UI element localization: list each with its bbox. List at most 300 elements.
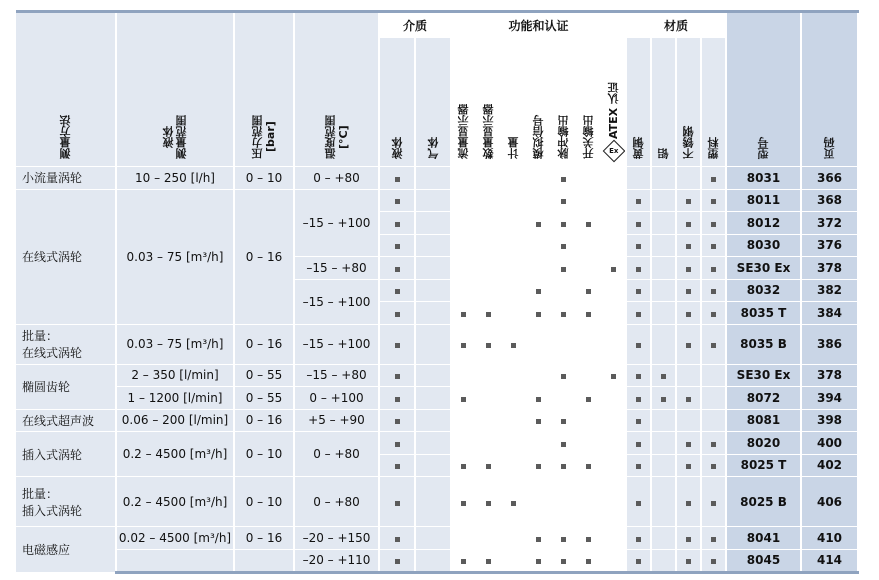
cell-metering — [501, 189, 526, 212]
cell-atex — [601, 302, 626, 325]
table-row — [16, 409, 858, 432]
cell-analog — [526, 387, 551, 410]
cell-plastic — [701, 364, 726, 387]
check-mark-icon — [561, 419, 566, 424]
header-model-label: 型号 — [757, 137, 770, 159]
cell-plastic — [701, 234, 726, 257]
check-mark-icon — [686, 464, 691, 469]
cell-gas — [415, 234, 451, 257]
cell-model: 8032 — [726, 279, 801, 302]
col-pulse — [551, 38, 576, 167]
cell-liquid — [379, 549, 415, 573]
cell-analog — [526, 409, 551, 432]
cell-count-display — [476, 279, 501, 302]
cell-flow-display — [451, 212, 476, 235]
check-mark-icon — [686, 537, 691, 542]
cell-gas — [415, 189, 451, 212]
cell-model: 8081 — [726, 409, 801, 432]
check-mark-icon — [561, 177, 566, 182]
check-mark-icon — [586, 537, 591, 542]
cell-aluminium — [651, 549, 676, 573]
cell-aluminium — [651, 477, 676, 527]
check-mark-icon — [686, 312, 691, 317]
cell-analog — [526, 234, 551, 257]
cell-range: 10 – 250 [l/h] — [116, 167, 234, 190]
cell-flow-display — [451, 257, 476, 280]
cell-count-display — [476, 549, 501, 573]
col-switch — [576, 38, 601, 167]
cell-model: 8020 — [726, 432, 801, 455]
check-mark-icon — [636, 501, 641, 506]
cell-pulse — [551, 409, 576, 432]
cell-gas — [415, 364, 451, 387]
cell-temp: 0 – +80 — [294, 432, 379, 477]
cell-plastic — [701, 279, 726, 302]
cell-temp: +5 – +90 — [294, 409, 379, 432]
cell-model: 8030 — [726, 234, 801, 257]
cell-metering — [501, 324, 526, 364]
cell-count-display — [476, 527, 501, 550]
cell-brass — [626, 212, 651, 235]
check-mark-icon — [686, 343, 691, 348]
cell-brass — [626, 279, 651, 302]
check-mark-icon — [636, 464, 641, 469]
cell-metering — [501, 409, 526, 432]
check-mark-icon — [636, 289, 641, 294]
cell-switch — [576, 549, 601, 573]
cell-plastic — [701, 432, 726, 455]
cell-switch — [576, 477, 601, 527]
check-mark-icon — [611, 374, 616, 379]
cell-switch — [576, 212, 601, 235]
cell-pulse — [551, 477, 576, 527]
check-mark-icon — [636, 199, 641, 204]
col-count-display-label: 数量显示器 — [482, 104, 495, 159]
cell-model: 8035 T — [726, 302, 801, 325]
check-mark-icon — [636, 397, 641, 402]
cell-pulse — [551, 279, 576, 302]
col-stainless-label: 不锈钢 — [682, 126, 695, 159]
check-mark-icon — [561, 537, 566, 542]
cell-brass — [626, 167, 651, 190]
cell-atex — [601, 189, 626, 212]
cell-pulse — [551, 454, 576, 477]
check-mark-icon — [686, 222, 691, 227]
cell-model: 8035 B — [726, 324, 801, 364]
cell-plastic — [701, 189, 726, 212]
cell-count-display — [476, 234, 501, 257]
cell-flow-display — [451, 234, 476, 257]
cell-temp: –20 – +150 — [294, 527, 379, 550]
check-mark-icon — [636, 419, 641, 424]
cell-plastic — [701, 302, 726, 325]
group-function: 功能和认证 — [451, 12, 626, 38]
cell-gas — [415, 212, 451, 235]
check-mark-icon — [461, 501, 466, 506]
cell-model: 8025 T — [726, 454, 801, 477]
cell-count-display — [476, 167, 501, 190]
cell-pressure — [234, 549, 294, 573]
cell-stainless — [676, 302, 701, 325]
check-mark-icon — [711, 199, 716, 204]
cell-plastic — [701, 549, 726, 573]
cell-count-display — [476, 302, 501, 325]
cell-method: 小流量涡轮 — [16, 167, 116, 190]
cell-flow-display — [451, 387, 476, 410]
cell-temp: –15 – +100 — [294, 324, 379, 364]
check-mark-icon — [536, 419, 541, 424]
check-mark-icon — [395, 244, 400, 249]
cell-model: 8072 — [726, 387, 801, 410]
col-flow-display — [451, 38, 476, 167]
cell-switch — [576, 324, 601, 364]
check-mark-icon — [486, 501, 491, 506]
cell-switch — [576, 364, 601, 387]
cell-gas — [415, 432, 451, 455]
cell-pressure: 0 – 55 — [234, 364, 294, 387]
check-mark-icon — [395, 397, 400, 402]
cell-metering — [501, 212, 526, 235]
cell-pulse — [551, 167, 576, 190]
cell-range: 0.06 – 200 [l/min] — [116, 409, 234, 432]
check-mark-icon — [686, 397, 691, 402]
cell-switch — [576, 279, 601, 302]
cell-page: 368 — [801, 189, 858, 212]
cell-gas — [415, 387, 451, 410]
table-row — [16, 527, 858, 550]
check-mark-icon — [395, 343, 400, 348]
check-mark-icon — [686, 289, 691, 294]
check-mark-icon — [395, 289, 400, 294]
cell-switch — [576, 454, 601, 477]
cell-stainless — [676, 409, 701, 432]
cell-model: 8041 — [726, 527, 801, 550]
check-mark-icon — [661, 397, 666, 402]
cell-count-display — [476, 324, 501, 364]
header-method — [16, 12, 116, 167]
table-row — [16, 324, 858, 364]
cell-method: 在线式涡轮 — [16, 189, 116, 324]
cell-temp: 0 – +100 — [294, 387, 379, 410]
cell-atex — [601, 257, 626, 280]
check-mark-icon — [561, 267, 566, 272]
cell-plastic — [701, 212, 726, 235]
cell-atex — [601, 167, 626, 190]
cell-count-display — [476, 432, 501, 455]
cell-atex — [601, 212, 626, 235]
table-body — [16, 167, 858, 573]
cell-aluminium — [651, 324, 676, 364]
header-page — [801, 12, 858, 167]
check-mark-icon — [686, 501, 691, 506]
table-row — [16, 387, 858, 410]
check-mark-icon — [636, 343, 641, 348]
cell-switch — [576, 234, 601, 257]
check-mark-icon — [561, 244, 566, 249]
col-metering-label: 计量 — [507, 137, 520, 159]
cell-plastic — [701, 167, 726, 190]
cell-range: 1 – 1200 [l/min] — [116, 387, 234, 410]
col-liquid — [379, 38, 415, 167]
check-mark-icon — [395, 501, 400, 506]
check-mark-icon — [686, 559, 691, 564]
check-mark-icon — [586, 397, 591, 402]
cell-plastic — [701, 257, 726, 280]
table-row — [16, 477, 858, 527]
cell-brass — [626, 549, 651, 573]
check-mark-icon — [636, 374, 641, 379]
cell-brass — [626, 409, 651, 432]
cell-pulse — [551, 527, 576, 550]
check-mark-icon — [395, 559, 400, 564]
cell-pulse — [551, 189, 576, 212]
check-mark-icon — [561, 199, 566, 204]
cell-pulse — [551, 212, 576, 235]
cell-liquid — [379, 234, 415, 257]
atex-ex-symbol: Ex — [608, 146, 619, 155]
cell-method: 在线式超声波 — [16, 409, 116, 432]
check-mark-icon — [711, 442, 716, 447]
cell-pressure: 0 – 16 — [234, 527, 294, 550]
cell-count-display — [476, 454, 501, 477]
check-mark-icon — [395, 267, 400, 272]
check-mark-icon — [561, 374, 566, 379]
check-mark-icon — [461, 559, 466, 564]
cell-switch — [576, 189, 601, 212]
cell-atex — [601, 234, 626, 257]
check-mark-icon — [486, 559, 491, 564]
cell-metering — [501, 477, 526, 527]
header-temperature — [294, 12, 379, 167]
cell-flow-display — [451, 477, 476, 527]
check-mark-icon — [486, 343, 491, 348]
cell-stainless — [676, 364, 701, 387]
cell-switch — [576, 387, 601, 410]
cell-analog — [526, 279, 551, 302]
header-liquid-range — [116, 12, 234, 167]
cell-aluminium — [651, 189, 676, 212]
cell-method: 椭圆齿轮 — [16, 364, 116, 409]
check-mark-icon — [536, 312, 541, 317]
cell-liquid — [379, 364, 415, 387]
col-brass — [626, 38, 651, 167]
cell-brass — [626, 234, 651, 257]
col-aluminium-label: 铝 — [657, 148, 670, 159]
check-mark-icon — [561, 442, 566, 447]
col-pulse-label: 脉冲输出 — [557, 115, 570, 159]
cell-page: 400 — [801, 432, 858, 455]
cell-aluminium — [651, 302, 676, 325]
cell-method: 批量： 插入式涡轮 — [16, 477, 116, 527]
check-mark-icon — [461, 397, 466, 402]
col-atex-label: ATEX 认证 — [607, 82, 620, 139]
cell-plastic — [701, 387, 726, 410]
cell-atex — [601, 387, 626, 410]
cell-brass — [626, 189, 651, 212]
check-mark-icon — [395, 442, 400, 447]
cell-pressure: 0 – 16 — [234, 189, 294, 324]
cell-analog — [526, 527, 551, 550]
header-liquid-range-label: 液体 测量范围 — [162, 115, 188, 159]
check-mark-icon — [395, 312, 400, 317]
check-mark-icon — [536, 464, 541, 469]
table-row — [16, 167, 858, 190]
cell-metering — [501, 454, 526, 477]
check-mark-icon — [636, 442, 641, 447]
cell-analog — [526, 477, 551, 527]
cell-plastic — [701, 324, 726, 364]
cell-switch — [576, 409, 601, 432]
cell-temp: –15 – +80 — [294, 364, 379, 387]
cell-atex — [601, 527, 626, 550]
check-mark-icon — [636, 559, 641, 564]
cell-gas — [415, 324, 451, 364]
cell-stainless — [676, 189, 701, 212]
cell-model: SE30 Ex — [726, 257, 801, 280]
cell-gas — [415, 167, 451, 190]
cell-gas — [415, 302, 451, 325]
cell-analog — [526, 454, 551, 477]
cell-atex — [601, 324, 626, 364]
cell-liquid — [379, 257, 415, 280]
check-mark-icon — [586, 559, 591, 564]
cell-liquid — [379, 409, 415, 432]
cell-metering — [501, 387, 526, 410]
cell-range: 0.2 – 4500 [m³/h] — [116, 477, 234, 527]
col-count-display — [476, 38, 501, 167]
check-mark-icon — [561, 312, 566, 317]
header-method-label: 测量方法 — [59, 115, 72, 159]
cell-stainless — [676, 324, 701, 364]
cell-model: SE30 Ex — [726, 364, 801, 387]
col-switch-label: 开关输出 — [582, 115, 595, 159]
cell-aluminium — [651, 167, 676, 190]
cell-metering — [501, 257, 526, 280]
cell-stainless — [676, 527, 701, 550]
cell-metering — [501, 364, 526, 387]
check-mark-icon — [536, 559, 541, 564]
cell-model: 8011 — [726, 189, 801, 212]
cell-model: 8012 — [726, 212, 801, 235]
cell-atex — [601, 409, 626, 432]
cell-stainless — [676, 279, 701, 302]
cell-aluminium — [651, 409, 676, 432]
cell-pulse — [551, 432, 576, 455]
cell-liquid — [379, 279, 415, 302]
cell-method: 电磁感应 — [16, 527, 116, 573]
check-mark-icon — [395, 222, 400, 227]
cell-metering — [501, 234, 526, 257]
cell-analog — [526, 549, 551, 573]
cell-switch — [576, 257, 601, 280]
cell-pressure: 0 – 16 — [234, 324, 294, 364]
cell-metering — [501, 527, 526, 550]
cell-liquid — [379, 167, 415, 190]
table-row — [16, 549, 858, 573]
cell-stainless — [676, 387, 701, 410]
check-mark-icon — [711, 464, 716, 469]
cell-temp: 0 – +80 — [294, 167, 379, 190]
check-mark-icon — [395, 537, 400, 542]
cell-pressure: 0 – 16 — [234, 409, 294, 432]
check-mark-icon — [711, 289, 716, 294]
cell-gas — [415, 527, 451, 550]
col-flow-display-label: 流量显示器 — [457, 104, 470, 159]
check-mark-icon — [636, 537, 641, 542]
cell-page: 382 — [801, 279, 858, 302]
check-mark-icon — [461, 343, 466, 348]
cell-page: 366 — [801, 167, 858, 190]
check-mark-icon — [711, 343, 716, 348]
cell-aluminium — [651, 454, 676, 477]
cell-model: 8031 — [726, 167, 801, 190]
cell-page: 384 — [801, 302, 858, 325]
check-mark-icon — [636, 267, 641, 272]
check-mark-icon — [686, 199, 691, 204]
cell-atex — [601, 432, 626, 455]
cell-liquid — [379, 302, 415, 325]
cell-flow-display — [451, 549, 476, 573]
check-mark-icon — [611, 267, 616, 272]
cell-liquid — [379, 189, 415, 212]
cell-temp: –15 – +80 — [294, 257, 379, 280]
cell-plastic — [701, 527, 726, 550]
cell-pulse — [551, 549, 576, 573]
check-mark-icon — [536, 397, 541, 402]
cell-analog — [526, 302, 551, 325]
cell-aluminium — [651, 364, 676, 387]
cell-atex — [601, 364, 626, 387]
cell-flow-display — [451, 454, 476, 477]
cell-liquid — [379, 477, 415, 527]
col-brass-label: 黄铜 — [632, 137, 645, 159]
cell-pressure: 0 – 55 — [234, 387, 294, 410]
check-mark-icon — [636, 222, 641, 227]
cell-liquid — [379, 212, 415, 235]
col-analog-label: 模拟信号 — [532, 115, 545, 159]
check-mark-icon — [711, 312, 716, 317]
cell-stainless — [676, 477, 701, 527]
cell-flow-display — [451, 302, 476, 325]
header-temperature-label: 温度范围 [°C] — [323, 115, 350, 159]
cell-model: 8025 B — [726, 477, 801, 527]
col-plastic — [701, 38, 726, 167]
cell-pulse — [551, 364, 576, 387]
cell-page: 402 — [801, 454, 858, 477]
col-gas — [415, 38, 451, 167]
cell-stainless — [676, 234, 701, 257]
cell-flow-display — [451, 409, 476, 432]
cell-brass — [626, 477, 651, 527]
cell-stainless — [676, 167, 701, 190]
cell-analog — [526, 257, 551, 280]
cell-method: 批量： 在线式涡轮 — [16, 324, 116, 364]
cell-method: 插入式涡轮 — [16, 432, 116, 477]
cell-atex — [601, 279, 626, 302]
cell-liquid — [379, 324, 415, 364]
cell-stainless — [676, 432, 701, 455]
cell-analog — [526, 167, 551, 190]
cell-gas — [415, 279, 451, 302]
check-mark-icon — [711, 501, 716, 506]
check-mark-icon — [395, 419, 400, 424]
cell-temp: –15 – +100 — [294, 189, 379, 257]
table-row — [16, 432, 858, 455]
cell-range — [116, 549, 234, 573]
cell-flow-display — [451, 527, 476, 550]
check-mark-icon — [686, 442, 691, 447]
check-mark-icon — [636, 312, 641, 317]
